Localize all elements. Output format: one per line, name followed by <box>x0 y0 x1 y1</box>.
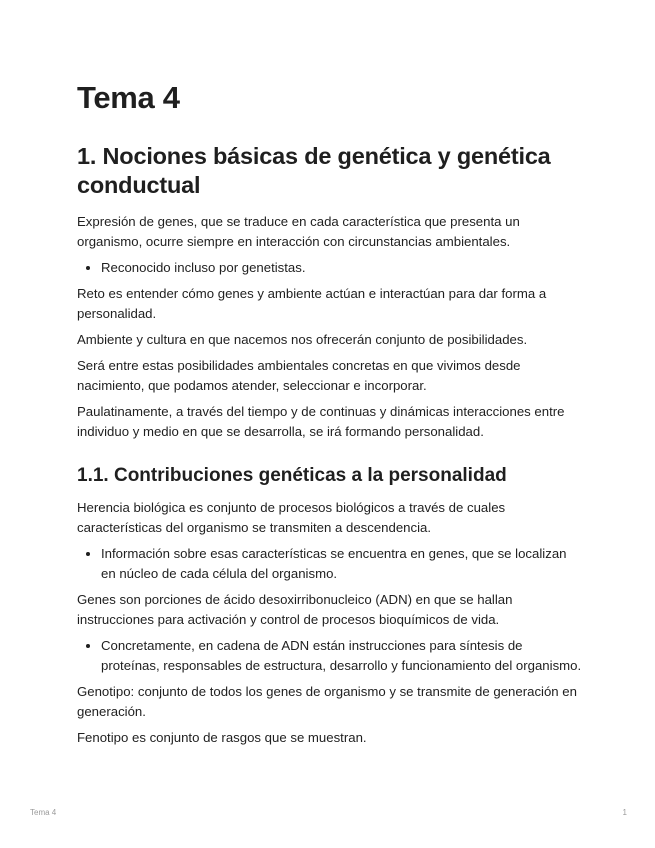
section-1-paragraph-1: Expresión de genes, que se traduce en cada característica que presenta un organismo, ocurre siempre en interacción con circunstancias ambientales. <box>77 214 520 249</box>
page-title: Tema 4 <box>77 80 180 115</box>
section-1-paragraph-2: Reto es entender cómo genes y ambiente actúan e interactúan para dar forma a personalidad. <box>77 286 547 321</box>
section-1-1-list-2 <box>77 636 582 676</box>
section-1-1-paragraph-4: Fenotipo es conjunto de rasgos que se muestran. <box>77 730 367 745</box>
list-item: • Reconocido incluso por genetistas. <box>101 258 582 278</box>
section-1-paragraph-5: Paulatinamente, a través del tiempo y de continuas y dinámicas interacciones entre individuo y medio en que se desarrolla, se irá formando personalidad. <box>77 404 565 439</box>
section-1-1-paragraph-3: Genotipo: conjunto de todos los genes de organismo y se transmite de generación en generación. <box>77 684 577 719</box>
section-1-1-heading: 1.1. Contribuciones genéticas a la personalidad <box>77 465 507 486</box>
list-item: • Información sobre esas características se encuentra en genes, que se localizan en núcleo de cada célula del organismo. <box>101 544 582 584</box>
document-page <box>77 80 582 754</box>
section-1-list-1 <box>77 258 582 278</box>
section-1-paragraph-3: Ambiente y cultura en que nacemos nos ofrecerán conjunto de posibilidades. <box>77 332 528 347</box>
list-item: • Concretamente, en cadena de ADN están instrucciones para síntesis de proteínas, responsables de estructura, desarrollo y funcionamiento del organismo. <box>101 636 582 676</box>
section-1-1-list-1 <box>77 544 582 584</box>
section-1-1-paragraph-1: Herencia biológica es conjunto de procesos biológicos a través de cuales características del organismo se transmiten a descendencia. <box>77 500 506 535</box>
footer-title: Tema 4 <box>30 808 57 817</box>
section-1-paragraph-4: Será entre estas posibilidades ambientales concretas en que vivimos desde nacimiento, que podamos atender, seleccionar e incorporar. <box>77 358 521 393</box>
page-number: 1 <box>622 808 627 817</box>
section-1-1-paragraph-2: Genes son porciones de ácido desoxirribonucleico (ADN) en que se hallan instrucciones para activación y control de procesos bioquímicos de vida. <box>77 592 513 627</box>
section-1-heading: 1. Nociones básicas de genética y genética conductual <box>77 143 551 198</box>
